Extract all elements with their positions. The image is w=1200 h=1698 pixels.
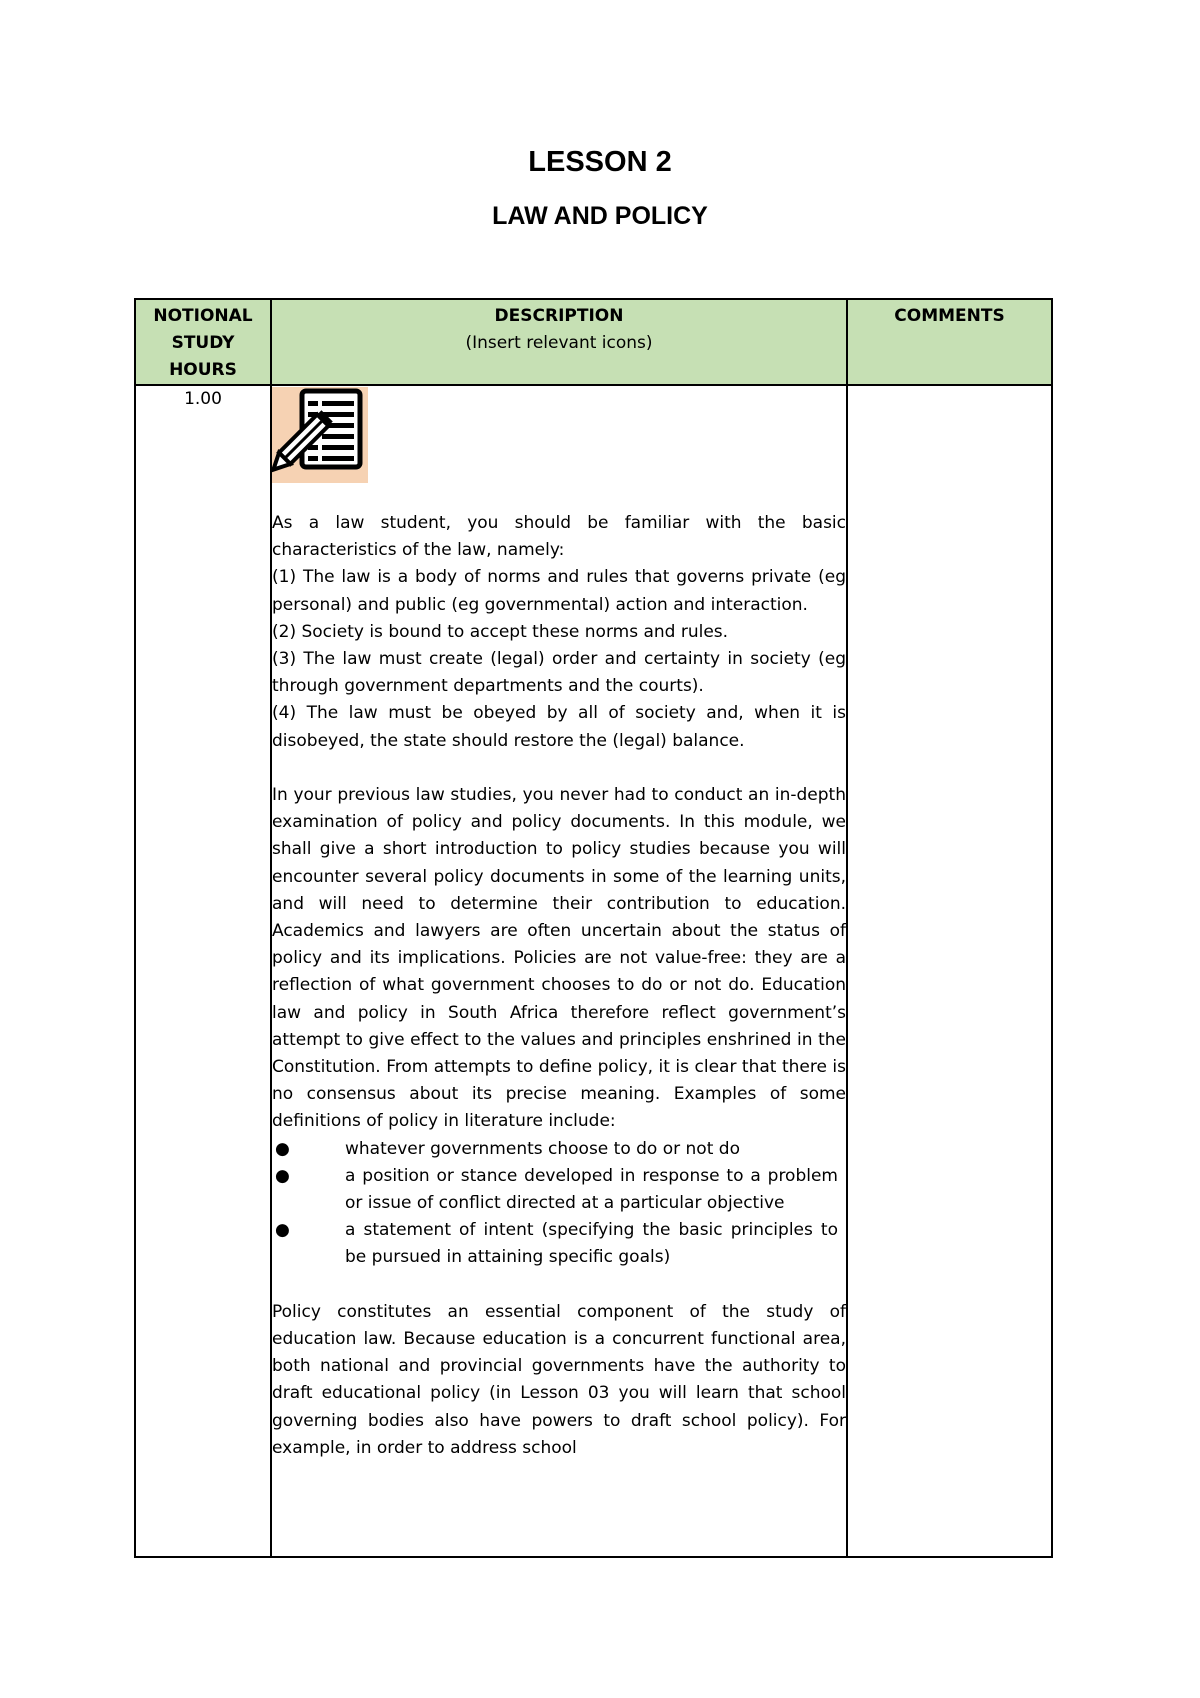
point-3: (3) The law must create (legal) order and certainty in society (eg through government departments and the courts). xyxy=(272,649,846,697)
header-description-note: (Insert relevant icons) xyxy=(465,333,653,353)
list-item xyxy=(272,1136,846,1163)
definitions-list xyxy=(272,1136,846,1272)
hours-cell xyxy=(135,385,271,1557)
header-description-label: DESCRIPTION xyxy=(494,306,624,326)
header-description xyxy=(271,299,847,385)
list-item xyxy=(272,1217,846,1271)
description-text xyxy=(272,510,846,1462)
point-4: (4) The law must be obeyed by all of society and, when it is disobeyed, the state should restore the (legal) balance. xyxy=(272,703,846,751)
header-hours-label: NOTIONAL STUDY HOURS xyxy=(153,306,253,380)
hours-value: 1.00 xyxy=(184,389,222,409)
list-item xyxy=(272,1163,846,1217)
lesson-table xyxy=(134,298,1053,1558)
point-2: (2) Society is bound to accept these norms and rules. xyxy=(272,621,729,642)
point-1: (1) The law is a body of norms and rules that governs private (eg personal) and public (eg governmental) action and interaction. xyxy=(272,567,846,615)
lesson-subtitle: LAW AND POLICY xyxy=(492,202,708,230)
lesson-title: LESSON 2 xyxy=(528,146,672,178)
education-law-paragraph: Policy constitutes an essential component of the study of education law. Because education is a concurrent functional area, both national and provincial governments have the authority to draft educational policy (in Lesson 03 you will learn that school governing bodies also have powers to draft school policy). For example, in order to address school xyxy=(272,1301,846,1458)
list-item-text: a statement of intent (specifying the basic principles to be pursued in attaining specific goals) xyxy=(345,1220,838,1268)
table-header-row xyxy=(135,299,1052,385)
header-hours xyxy=(135,299,271,385)
intro-paragraph: As a law student, you should be familiar with the basic characteristics of the law, namely: xyxy=(272,513,846,561)
list-item-text: whatever governments choose to do or not do xyxy=(345,1138,740,1159)
header-comments xyxy=(847,299,1052,385)
notepad-pencil-icon xyxy=(272,387,368,483)
header-comments-label: COMMENTS xyxy=(894,306,1005,326)
bullet-icon: ● xyxy=(275,1138,290,1159)
list-item-text: a position or stance developed in response to a problem or issue of conflict directed at a particular objective xyxy=(345,1165,838,1214)
policy-paragraph: In your previous law studies, you never had to conduct an in-depth examination of policy and policy documents. In this module, we shall give a short introduction to policy studies because you will encounter several policy documents in some of the learning units, and will need to determine their contribution to education. Academics and lawyers are often uncertain about the status of policy and its implications. Policies are not value-free: they are a reflection of what government chooses to do or not do. Education law and policy in South Africa therefore reflect government’s attempt to give effect to the values and principles enshrined in the Constitution. From attempts to define policy, it is clear that there is no consensus about its precise meaning. Examples of some definitions of policy in literature include: xyxy=(272,785,846,1132)
bullet-icon: ● xyxy=(275,1220,290,1241)
table-row xyxy=(135,385,1052,1557)
comments-cell xyxy=(847,385,1052,1557)
bullet-icon: ● xyxy=(275,1165,290,1186)
description-cell xyxy=(271,385,847,1557)
